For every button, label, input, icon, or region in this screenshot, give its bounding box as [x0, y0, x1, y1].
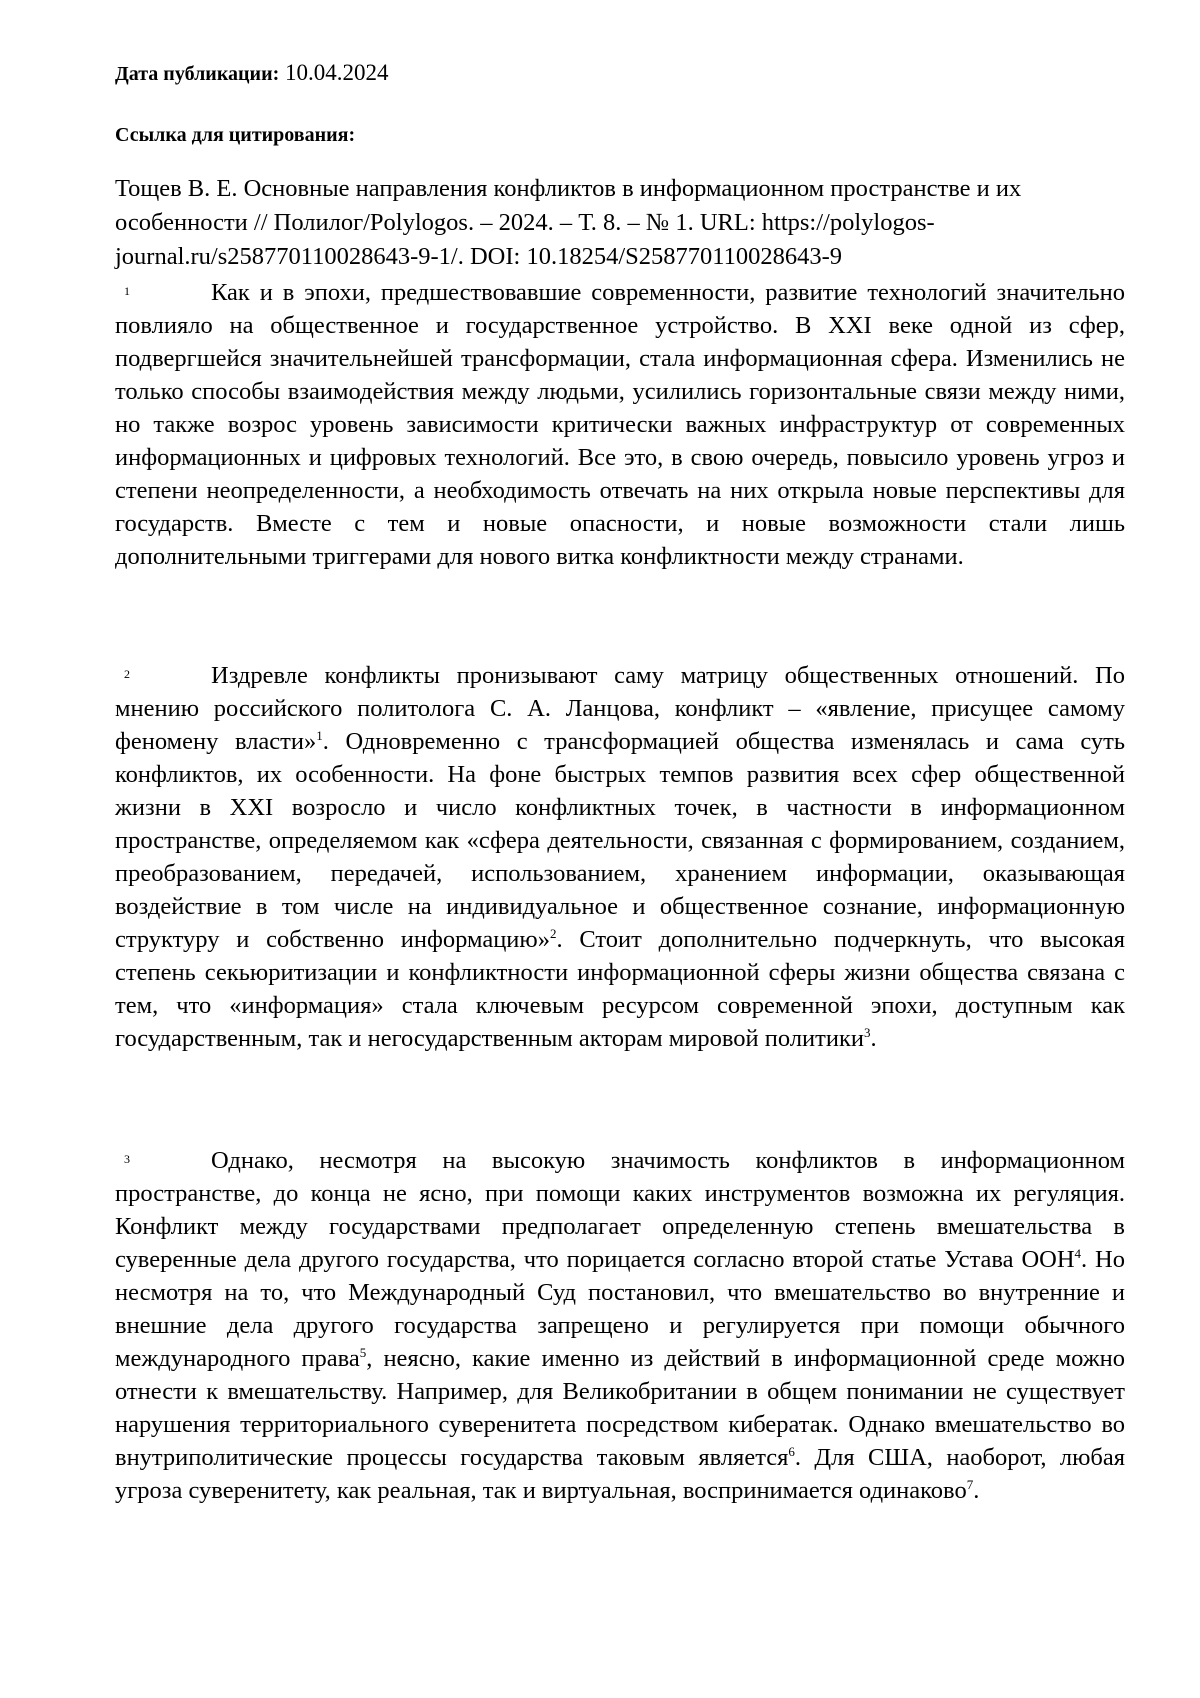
paragraph-3-text: . Для США, наоборот, любая угроза суверенитету, как реальная, так и виртуальная, воспринимается одинаково: [115, 1444, 1125, 1504]
footnote-ref-7[interactable]: 7: [966, 1476, 974, 1492]
paragraph-3-text: , неясно, какие именно из действий в информационной среде можно отнести к вмешательству. Например, для Великобритании в общем понимании не существует нарушения территориального суверенитета посредством кибератак. Однако вмешательство во внутриполитические процессы государства таковым является: [115, 1345, 1126, 1471]
paragraph-3: [115, 1144, 1125, 1507]
paragraph-number-1: 1: [124, 284, 130, 298]
publication-date: [115, 58, 389, 89]
paragraph-3-text: .: [973, 1477, 980, 1504]
paragraph-3-text: Однако, несмотря на высокую значимость конфликтов в информационном пространстве, до конца не ясно, при помощи каких инструментов возможна их регуляция. Конфликт между государствами предполагает определенную степень вмешательства в суверенные дела другого государства, что порицается согласно второй статье Устава ООН: [115, 1147, 1125, 1273]
publication-date-value: 10.04.2024: [285, 60, 389, 85]
footnote-ref-4[interactable]: 4: [1074, 1245, 1082, 1261]
footnote-ref-3[interactable]: 3: [864, 1024, 871, 1040]
paragraph-number-3: 3: [124, 1152, 130, 1166]
paragraph-2-text: Издревле конфликты пронизывают саму матрицу общественных отношений. По мнению российского политолога С. А. Ланцова, конфликт – «явление, присущее самому феномену власти»: [115, 662, 1125, 755]
citation-label: Ссылка для цитирования:: [115, 124, 356, 146]
paragraph-3-text: . Но несмотря на то, что Международный Суд постановил, что вмешательство во внутренние и внешние дела другого государства запрещено и регулируется при помощи обычного международного права: [115, 1246, 1125, 1372]
paragraph-2: [115, 659, 1125, 1055]
footnote-ref-6[interactable]: 6: [788, 1443, 795, 1459]
footnote-ref-1[interactable]: 1: [316, 727, 323, 743]
paragraph-number-2: 2: [124, 667, 130, 681]
paragraph-2-text: .: [870, 1025, 877, 1052]
footnote-ref-5[interactable]: 5: [359, 1344, 367, 1360]
paragraph-2-text: . Одновременно с трансформацией общества изменялась и сама суть конфликтов, их особенности. На фоне быстрых темпов развития всех сфер общественной жизни в XXI возросло и число конфликтных точек, в частности в информационном пространстве, определяемом как «сфера деятельности, связанная с формированием, созданием, преобразованием, передачей, использованием, хранением информации, оказывающая воздействие в том числе на индивидуальное и общественное сознание, информационную структуру и собственно информацию»: [115, 728, 1126, 953]
citation-text: Тощев В. Е. Основные направления конфликтов в информационном пространстве и их особенности // Полилог/Polylogos. – 2024. – Т. 8. – № 1. URL: https://polylogos-journal.ru/s258770110028643-9-1/. DOI: 10.18254/S258770110028643-9: [115, 175, 1022, 270]
paragraph-1: Как и в эпохи, предшествовавшие современности, развитие технологий значительно повлияло на общественное и государственное устройство. В XXI веке одной из сфер, подвергшейся значительнейшей трансформации, стала информационная сфера. Изменились не только способы взаимодействия между людьми, усилились горизонтальные связи между ними, но также возрос уровень зависимости критически важных инфраструктур от современных информационных и цифровых технологий. Все это, в свою очередь, повысило уровень угроз и степени неопределенности, а необходимость отвечать на них открыла новые перспективы для государств. Вместе с тем и новые опасности, и новые возможности стали лишь дополнительными триггерами для нового витка конфликтности между странами.: [115, 279, 1125, 570]
paragraph-2-text: . Стоит дополнительно подчеркнуть, что высокая степень секьюритизации и конфликтности информационной сферы жизни общества связана с тем, что «информация» стала ключевым ресурсом современной эпохи, доступным как государственным, так и негосударственным акторам мировой политики: [115, 926, 1126, 1052]
publication-date-label: Дата публикации:: [115, 63, 280, 85]
footnote-ref-2[interactable]: 2: [549, 925, 557, 941]
